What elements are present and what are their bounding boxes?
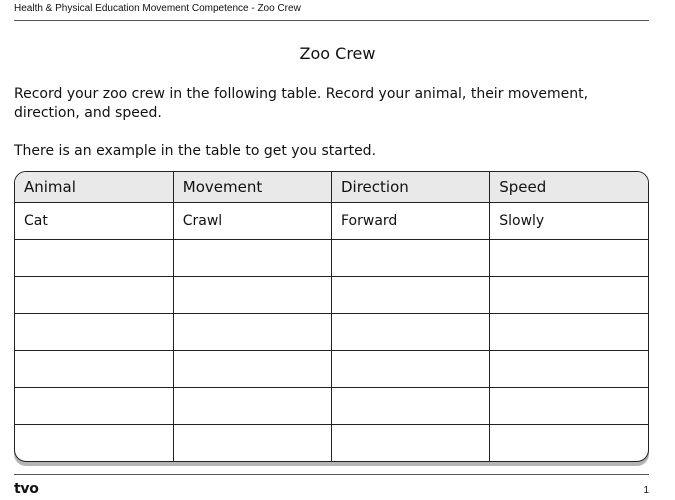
example-note: There is an example in the table to get you started.: [14, 143, 377, 159]
table-cell[interactable]: [332, 240, 490, 277]
table-cell[interactable]: [15, 388, 173, 425]
table-cell[interactable]: [490, 425, 648, 462]
table-cell[interactable]: [173, 388, 331, 425]
table-cell[interactable]: [332, 425, 490, 462]
table-row: [15, 425, 648, 462]
table-cell[interactable]: Slowly: [490, 203, 648, 240]
table-header-row: [15, 172, 648, 203]
page-header: [14, 2, 649, 21]
table-cell[interactable]: [332, 388, 490, 425]
table-cell[interactable]: [490, 314, 648, 351]
table-cell[interactable]: [15, 425, 173, 462]
table-cell[interactable]: [15, 240, 173, 277]
table-row: [15, 240, 648, 277]
table-row: [15, 351, 648, 388]
table-cell[interactable]: [332, 351, 490, 388]
table-cell[interactable]: Crawl: [173, 203, 331, 240]
table-cell[interactable]: [332, 277, 490, 314]
tvo-logo: tvo: [14, 481, 39, 497]
table-cell[interactable]: [173, 314, 331, 351]
zoo-crew-table: [14, 171, 649, 462]
column-header-movement: Movement: [173, 172, 331, 203]
column-header-speed: Speed: [490, 172, 648, 203]
table-cell[interactable]: [15, 277, 173, 314]
table-cell[interactable]: [15, 314, 173, 351]
table-cell[interactable]: [173, 351, 331, 388]
table-cell[interactable]: [173, 425, 331, 462]
table-cell[interactable]: [490, 388, 648, 425]
table-cell[interactable]: [490, 351, 648, 388]
page-title: Zoo Crew: [299, 44, 376, 63]
table-cell[interactable]: [173, 240, 331, 277]
intro-text: Record your zoo crew in the following table. Record your animal, their movement, direction, and speed.: [14, 86, 589, 121]
table-cell[interactable]: Cat: [15, 203, 173, 240]
header-text: Health & Physical Education Movement Competence - Zoo Crew: [14, 3, 301, 14]
page-footer: [14, 474, 649, 499]
table-row: [15, 388, 648, 425]
table-cell[interactable]: [332, 314, 490, 351]
table-row: [15, 277, 648, 314]
column-header-direction: Direction: [332, 172, 490, 203]
table-row: [15, 314, 648, 351]
page-number: 1: [643, 485, 649, 496]
table-cell[interactable]: [490, 277, 648, 314]
column-header-animal: Animal: [15, 172, 173, 203]
table-cell[interactable]: [15, 351, 173, 388]
table-cell[interactable]: [490, 240, 648, 277]
table-cell[interactable]: [173, 277, 331, 314]
table-cell[interactable]: Forward: [332, 203, 490, 240]
table-row: [15, 203, 648, 240]
